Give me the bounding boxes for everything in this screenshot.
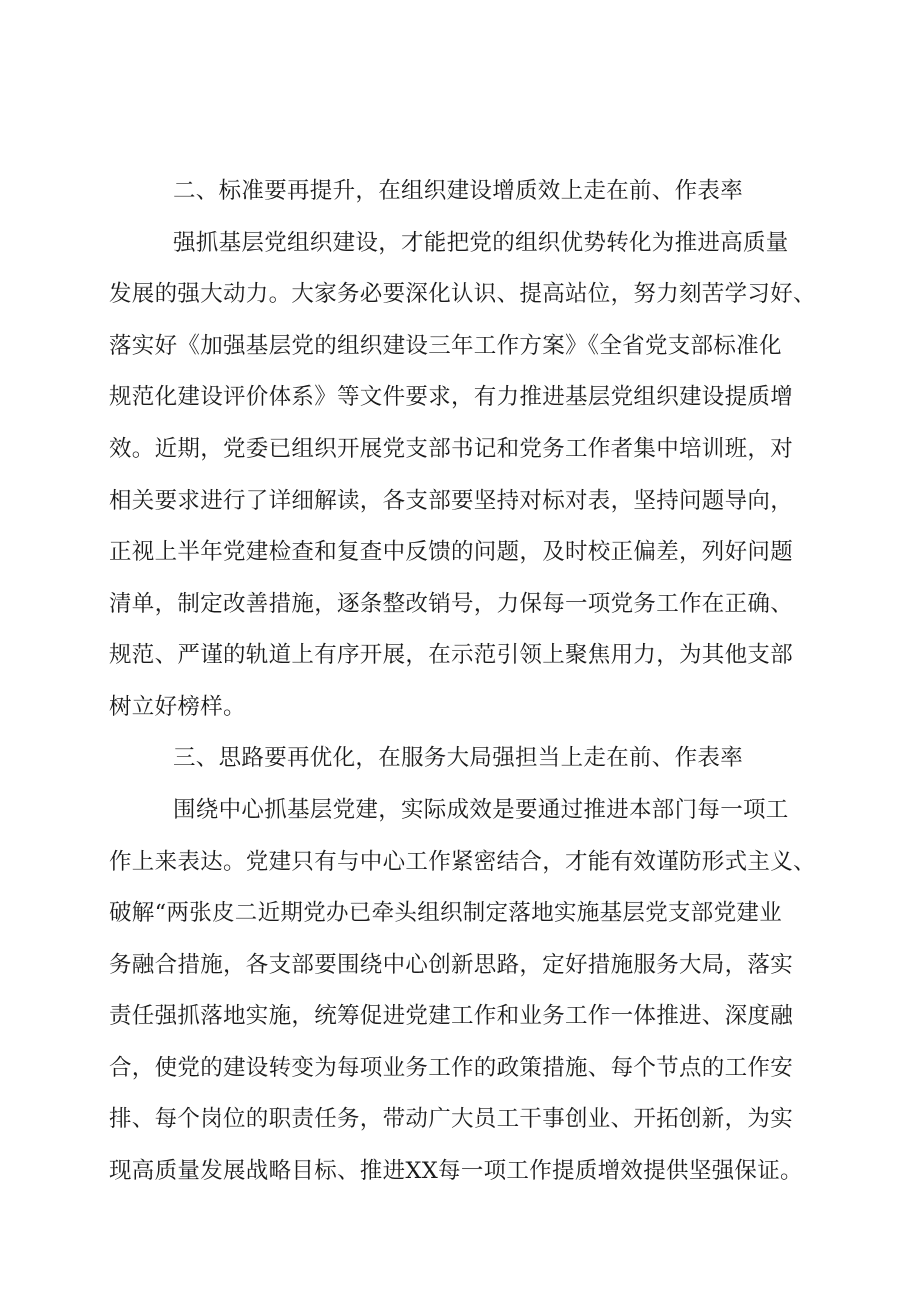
paragraph-line: 强抓基层党组织建设，才能把党的组织优势转化为推进高质量 [173, 230, 789, 256]
paragraph-line: 正视上半年党建检查和复查中反馈的问题，及时校正偏差，列好问题 [109, 539, 794, 565]
paragraph-line: 排、每个岗位的职责任务，带动广大员工干事创业、开拓创新，为实 [109, 1106, 794, 1132]
paragraph-line: 作上来表达。党建只有与中心工作紧密结合，才能有效谨防形式主义、 [109, 849, 816, 875]
paragraph-line: 清单，制定改善措施，逐条整改销号，力保每一项党务工作在正确、 [109, 591, 794, 617]
paragraph-line: 责任强抓落地实施，统筹促进党建工作和业务工作一体推进、深度融 [109, 1003, 794, 1029]
paragraph-line: 务融合措施，各支部要围绕中心创新思路，定好措施服务大局，落实 [109, 952, 794, 978]
paragraph-line: 合，使党的建设转变为每项业务工作的政策措施、每个节点的工作安 [109, 1055, 794, 1081]
paragraph-line: 落实好《加强基层党的组织建设三年工作方案》《全省党支部标准化 [109, 333, 782, 359]
section-heading-3: 三、思路要再优化，在服务大局强担当上走在前、作表率 [173, 745, 744, 771]
paragraph-line: 围绕中心抓基层党建，实际成效是要通过推进本部门每一项工 [173, 797, 789, 823]
paragraph-line: 规范、严谨的轨道上有序开展，在示范引领上聚焦用力，为其他支部 [109, 642, 794, 668]
paragraph-line: 相关要求进行了详细解读，各支部要坚持对标对表，坚持问题导向， [109, 488, 794, 514]
paragraph-line: 效。近期，党委已组织开展党支部书记和党务工作者集中培训班，对 [109, 436, 794, 462]
paragraph-line: 树立好榜样。 [109, 694, 246, 720]
section-heading-2: 二、标准要再提升，在组织建设增质效上走在前、作表率 [173, 178, 744, 204]
paragraph-line: 现高质量发展战略目标、推进XX每一项工作提质增效提供坚强保证。 [109, 1158, 803, 1184]
paragraph-line: 规范化建设评价体系》等文件要求，有力推进基层党组织建设提质增 [109, 384, 794, 410]
paragraph-line: 破解“两张皮二近期党办已牵头组织制定落地实施基层党支部党建业 [109, 900, 783, 926]
paragraph-line: 发展的强大动力。大家务必要深化认识、提高站位，努力刻苦学习好、 [109, 281, 816, 307]
